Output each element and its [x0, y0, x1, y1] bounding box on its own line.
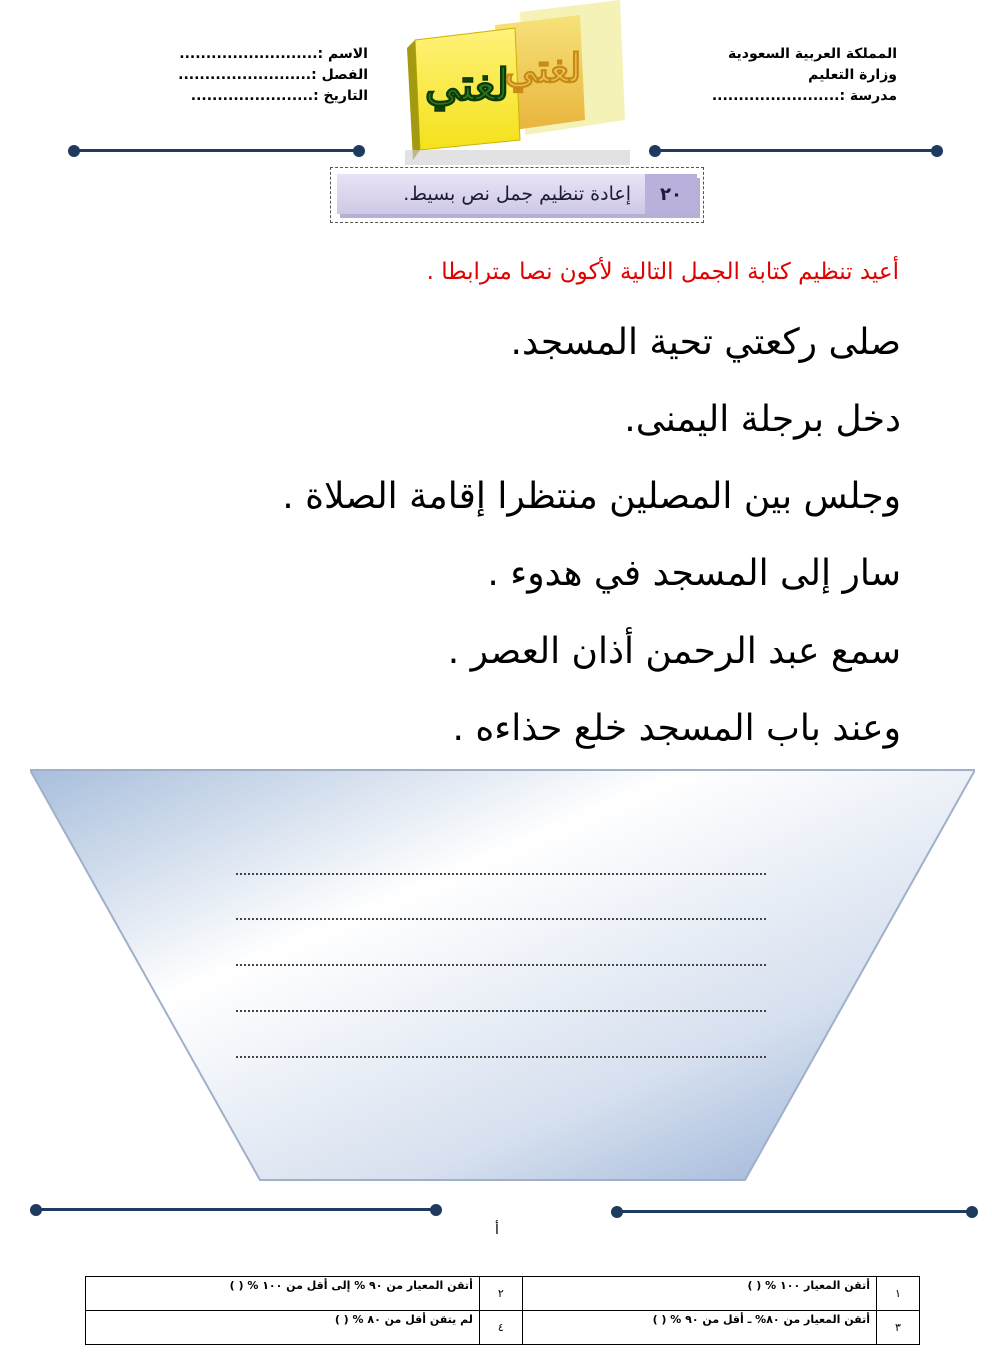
- school-field[interactable]: مدرسة :........................: [711, 88, 897, 104]
- rule-dot: [353, 145, 365, 157]
- lesson-number: ٢٠: [645, 174, 697, 214]
- criteria-text: أتقن المعيار من ٨٠% ـ أقل من ٩٠ % ( ): [522, 1311, 876, 1345]
- svg-text:لغتي: لغتي: [424, 60, 510, 111]
- criteria-table: [85, 1276, 920, 1345]
- sentence-2: دخل برجلة اليمنى.: [624, 399, 901, 440]
- criteria-text: أتقن المعيار من ٩٠ % إلى أقل من ١٠٠ % ( ): [86, 1277, 480, 1311]
- lesson-title: إعادة تنظيم جمل نص بسيط.: [403, 183, 631, 205]
- class-field[interactable]: الفصل :.........................: [178, 67, 368, 83]
- criteria-num: ٣: [877, 1311, 920, 1345]
- top-left-rule: [74, 149, 359, 152]
- sentence-6: وعند باب المسجد خلع حذاءه .: [452, 708, 901, 749]
- ministry-label: وزارة التعليم: [808, 67, 897, 83]
- sentence-5: سمع عبد الرحمن أذان العصر .: [447, 631, 901, 672]
- criteria-text: أتقن المعيار ١٠٠ % ( ): [522, 1277, 876, 1311]
- sentence-3: وجلس بين المصلين منتظرا إقامة الصلاة .: [282, 476, 901, 517]
- sentence-1: صلى ركعتي تحية المسجد.: [510, 322, 901, 363]
- rule-dot: [68, 145, 80, 157]
- rule-dot: [966, 1206, 978, 1218]
- lesson-banner: [330, 167, 704, 223]
- student-info: [128, 44, 368, 107]
- instruction-text: أعيد تنظيم كتابة الجمل التالية لأكون نصا مترابطا .: [426, 259, 899, 285]
- table-row: [86, 1277, 920, 1311]
- lughati-logo: [405, 0, 630, 165]
- svg-text:لغتي: لغتي: [504, 45, 582, 92]
- answer-line-4[interactable]: [236, 1010, 766, 1012]
- page-letter: أ: [495, 1222, 499, 1238]
- rule-dot: [611, 1206, 623, 1218]
- bottom-left-rule: [37, 1208, 437, 1211]
- rule-dot: [931, 145, 943, 157]
- rule-dot: [649, 145, 661, 157]
- bottom-right-rule: [617, 1210, 972, 1213]
- rule-dot: [430, 1204, 442, 1216]
- rule-dot: [30, 1204, 42, 1216]
- criteria-num: ٤: [479, 1311, 522, 1345]
- name-field[interactable]: الاسم :..........................: [179, 46, 368, 62]
- top-right-rule: [655, 149, 936, 152]
- criteria-num: ٢: [479, 1277, 522, 1311]
- answer-line-1[interactable]: [236, 873, 766, 875]
- answer-funnel: [30, 766, 975, 1186]
- criteria-num: ١: [877, 1277, 920, 1311]
- criteria-text: لم يتقن أقل من ٨٠ % ( ): [86, 1311, 480, 1345]
- answer-line-5[interactable]: [236, 1056, 766, 1058]
- sentence-4: سار إلى المسجد في هدوء .: [487, 553, 901, 594]
- school-info: [712, 44, 897, 107]
- country-label: المملكة العربية السعودية: [728, 46, 897, 62]
- table-row: [86, 1311, 920, 1345]
- date-field[interactable]: التاريخ :.......................: [190, 88, 368, 104]
- answer-line-2[interactable]: [236, 918, 766, 920]
- answer-line-3[interactable]: [236, 964, 766, 966]
